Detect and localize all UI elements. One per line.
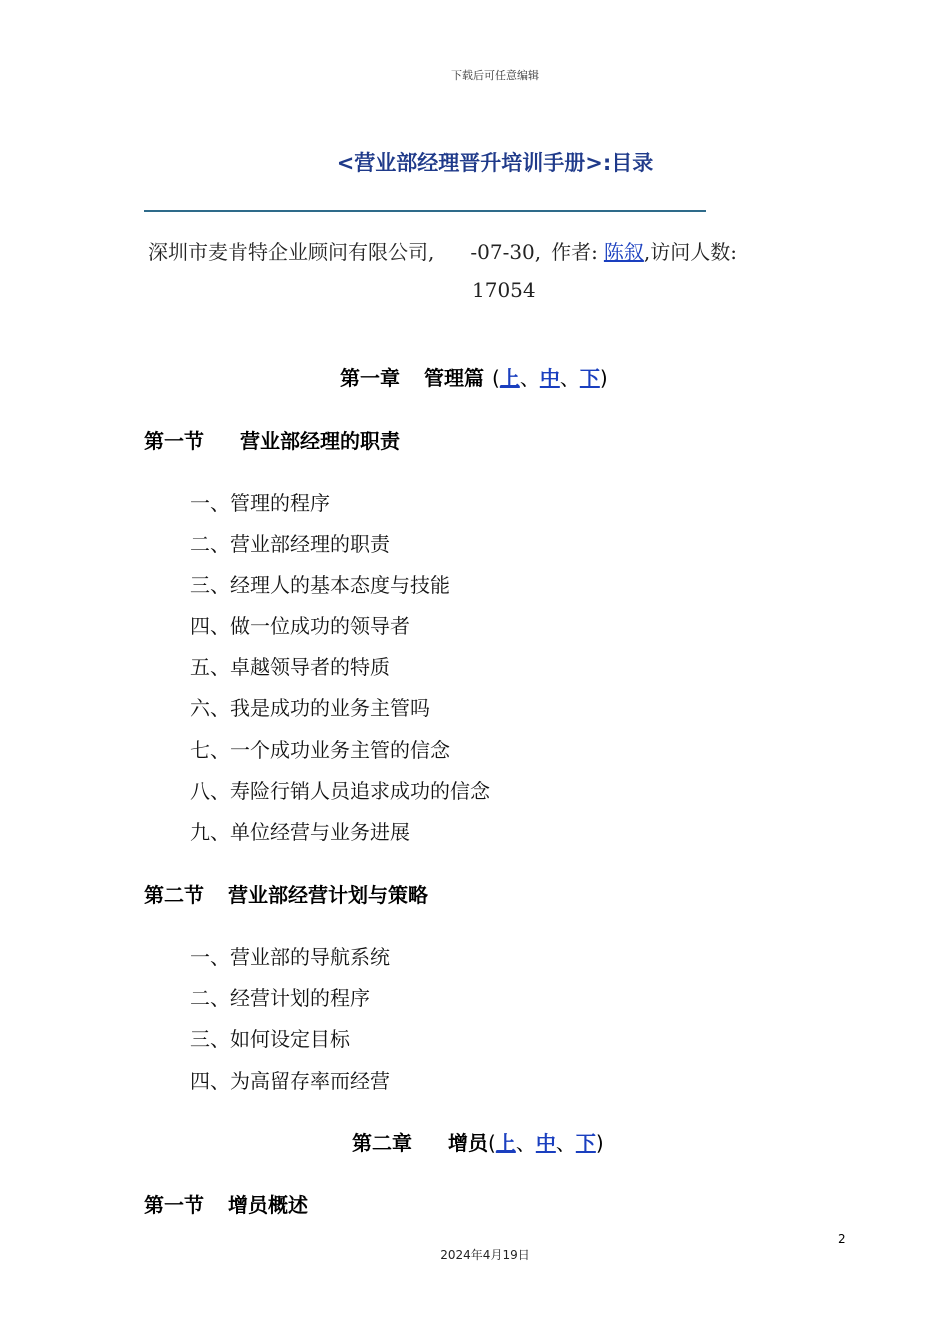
- chapter-2-link-lower[interactable]: 下: [575, 1131, 596, 1155]
- toc-item: 三、如何设定目标: [190, 1027, 350, 1051]
- section-heading: 第一节 增员概述: [144, 1193, 308, 1217]
- section-heading: 第一节 营业部经理的职责: [144, 429, 400, 453]
- toc-item: 二、经营计划的程序: [190, 986, 370, 1010]
- chapter-1-name: 管理篇: [424, 366, 484, 390]
- meta-company: 深圳市麦肯特企业顾问有限公司,: [148, 240, 435, 264]
- author-link[interactable]: 陈叙: [603, 240, 644, 264]
- chapter-1-link-upper[interactable]: 上: [499, 366, 520, 390]
- meta-line: [148, 236, 737, 265]
- chapter-2-name: 增员: [448, 1131, 488, 1155]
- toc-item: 九、单位经营与业务进展: [190, 820, 410, 844]
- header-note: 下载后可任意编辑: [451, 69, 539, 82]
- chapter-1-link-lower[interactable]: 下: [579, 366, 600, 390]
- document-title: <营业部经理晋升培训手册>:目录: [336, 151, 654, 175]
- chapter-1-heading: 第一章 管理篇 (上、中、下): [340, 366, 608, 390]
- chapter-2-link-middle[interactable]: 中: [535, 1131, 556, 1155]
- toc-item: 六、我是成功的业务主管吗: [190, 696, 430, 720]
- page-number: 2: [838, 1232, 846, 1246]
- chapter-1-link-middle[interactable]: 中: [539, 366, 560, 390]
- section-heading: 第二节 营业部经营计划与策略: [144, 883, 428, 907]
- toc-item: 四、做一位成功的领导者: [190, 614, 410, 638]
- footer-date: 2024年4月19日: [440, 1248, 530, 1262]
- toc-item: 七、一个成功业务主管的信念: [190, 738, 450, 762]
- toc-item: 四、为高留存率而经营: [190, 1069, 390, 1093]
- meta-visits-count: 17054: [472, 278, 536, 302]
- toc-item: 二、营业部经理的职责: [190, 532, 390, 556]
- chapter-1-label: 第一章: [340, 366, 400, 390]
- meta-date: -07-30,: [470, 240, 542, 264]
- meta-visits-label: ,访问人数:: [643, 240, 737, 264]
- title-divider: [144, 210, 706, 212]
- toc-item: 八、寿险行销人员追求成功的信念: [190, 779, 490, 803]
- toc-item: 一、营业部的导航系统: [190, 945, 390, 969]
- chapter-2-link-upper[interactable]: 上: [495, 1131, 516, 1155]
- meta-author-label: 作者:: [551, 240, 598, 264]
- chapter-2-heading: 第二章 增员(上、中、下): [352, 1131, 604, 1155]
- toc-item: 三、经理人的基本态度与技能: [190, 573, 450, 597]
- toc-item: 一、管理的程序: [190, 491, 330, 515]
- toc-item: 五、卓越领导者的特质: [190, 655, 390, 679]
- chapter-2-label: 第二章: [352, 1131, 412, 1155]
